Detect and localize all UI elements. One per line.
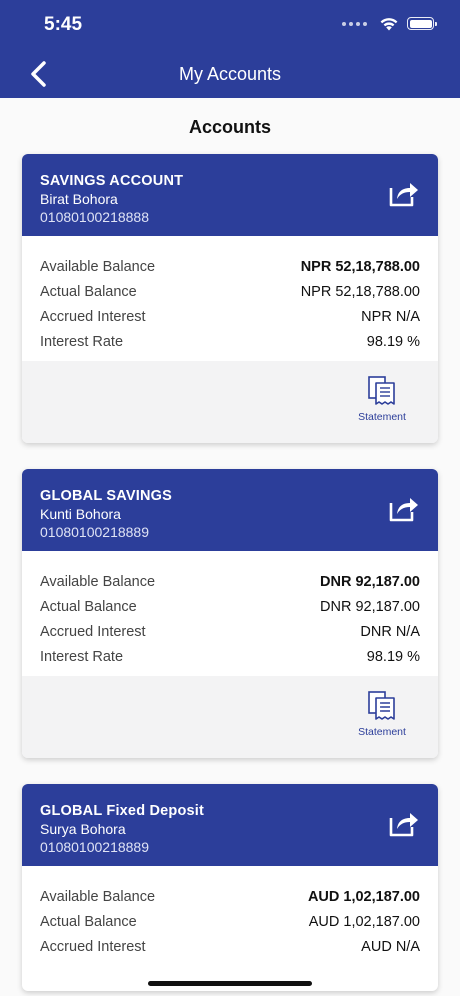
row-value: AUD N/A <box>361 938 420 955</box>
wifi-icon <box>379 16 399 31</box>
row-value: AUD 1,02,187.00 <box>308 913 420 930</box>
balance-row <box>40 909 420 934</box>
account-card-footer <box>22 361 438 443</box>
page-title: My Accounts <box>178 64 282 84</box>
account-number: 01080100218888 <box>40 209 150 225</box>
statement-label: Statement <box>358 411 406 423</box>
home-indicator[interactable] <box>148 981 312 986</box>
row-label: Actual Balance <box>40 283 137 300</box>
balance-list <box>22 236 438 361</box>
row-label: Interest Rate <box>40 333 124 350</box>
balance-row <box>40 934 420 959</box>
row-value: NPR N/A <box>361 308 420 325</box>
row-value: DNR N/A <box>360 623 420 640</box>
share-button[interactable] <box>388 810 420 838</box>
account-card-header <box>22 469 438 551</box>
share-button[interactable] <box>388 180 420 208</box>
balance-row <box>40 569 420 594</box>
row-value: NPR 52,18,788.00 <box>300 283 420 300</box>
row-label: Actual Balance <box>40 913 137 930</box>
account-holder-name: Kunti Bohora <box>40 506 121 522</box>
account-number: 01080100218889 <box>40 839 150 855</box>
account-type: GLOBAL SAVINGS <box>40 488 172 504</box>
account-type: GLOBAL Fixed Deposit <box>40 803 205 819</box>
balance-row <box>40 594 420 619</box>
row-value: DNR 92,187.00 <box>320 598 420 615</box>
row-value: DNR 92,187.00 <box>320 573 420 590</box>
balance-row <box>40 329 420 354</box>
row-value: AUD 1,02,187.00 <box>307 888 420 905</box>
row-label: Accrued Interest <box>40 938 146 955</box>
balance-row <box>40 619 420 644</box>
row-label: Available Balance <box>40 573 156 590</box>
status-time: 5:45 <box>44 14 83 35</box>
statement-icon <box>367 375 397 407</box>
row-label: Available Balance <box>40 888 156 905</box>
row-label: Interest Rate <box>40 648 124 665</box>
row-value: 98.19 % <box>366 648 420 665</box>
balance-row <box>40 254 420 279</box>
account-card <box>22 784 438 991</box>
balance-list <box>22 551 438 676</box>
row-label: Available Balance <box>40 258 156 275</box>
share-icon <box>388 495 420 523</box>
balance-row <box>40 304 420 329</box>
statement-button[interactable] <box>352 375 412 423</box>
accounts-screen[interactable] <box>0 98 460 996</box>
share-button[interactable] <box>388 495 420 523</box>
share-icon <box>388 180 420 208</box>
balance-list <box>22 866 438 991</box>
section-title: Accounts <box>188 117 271 137</box>
row-label: Actual Balance <box>40 598 137 615</box>
account-card <box>22 469 438 758</box>
status-bar <box>0 0 460 50</box>
statement-icon <box>367 690 397 722</box>
balance-row <box>40 644 420 669</box>
account-holder-name: Surya Bohora <box>40 821 126 837</box>
account-card <box>22 154 438 443</box>
balance-row <box>40 884 420 909</box>
account-holder-name: Birat Bohora <box>40 191 118 207</box>
account-card-header <box>22 154 438 236</box>
battery-icon <box>407 17 434 30</box>
share-icon <box>388 810 420 838</box>
statement-label: Statement <box>358 726 406 738</box>
signal-icon <box>342 22 367 26</box>
statement-button[interactable] <box>352 690 412 738</box>
account-card-footer <box>22 676 438 758</box>
row-label: Accrued Interest <box>40 623 146 640</box>
account-number: 01080100218889 <box>40 524 150 540</box>
row-label: Accrued Interest <box>40 308 146 325</box>
account-type: SAVINGS ACCOUNT <box>40 173 184 189</box>
account-card-header <box>22 784 438 866</box>
row-value: NPR 52,18,788.00 <box>300 258 420 275</box>
row-value: 98.19 % <box>366 333 420 350</box>
status-icons <box>342 16 434 31</box>
balance-row <box>40 279 420 304</box>
app-header <box>0 0 460 98</box>
